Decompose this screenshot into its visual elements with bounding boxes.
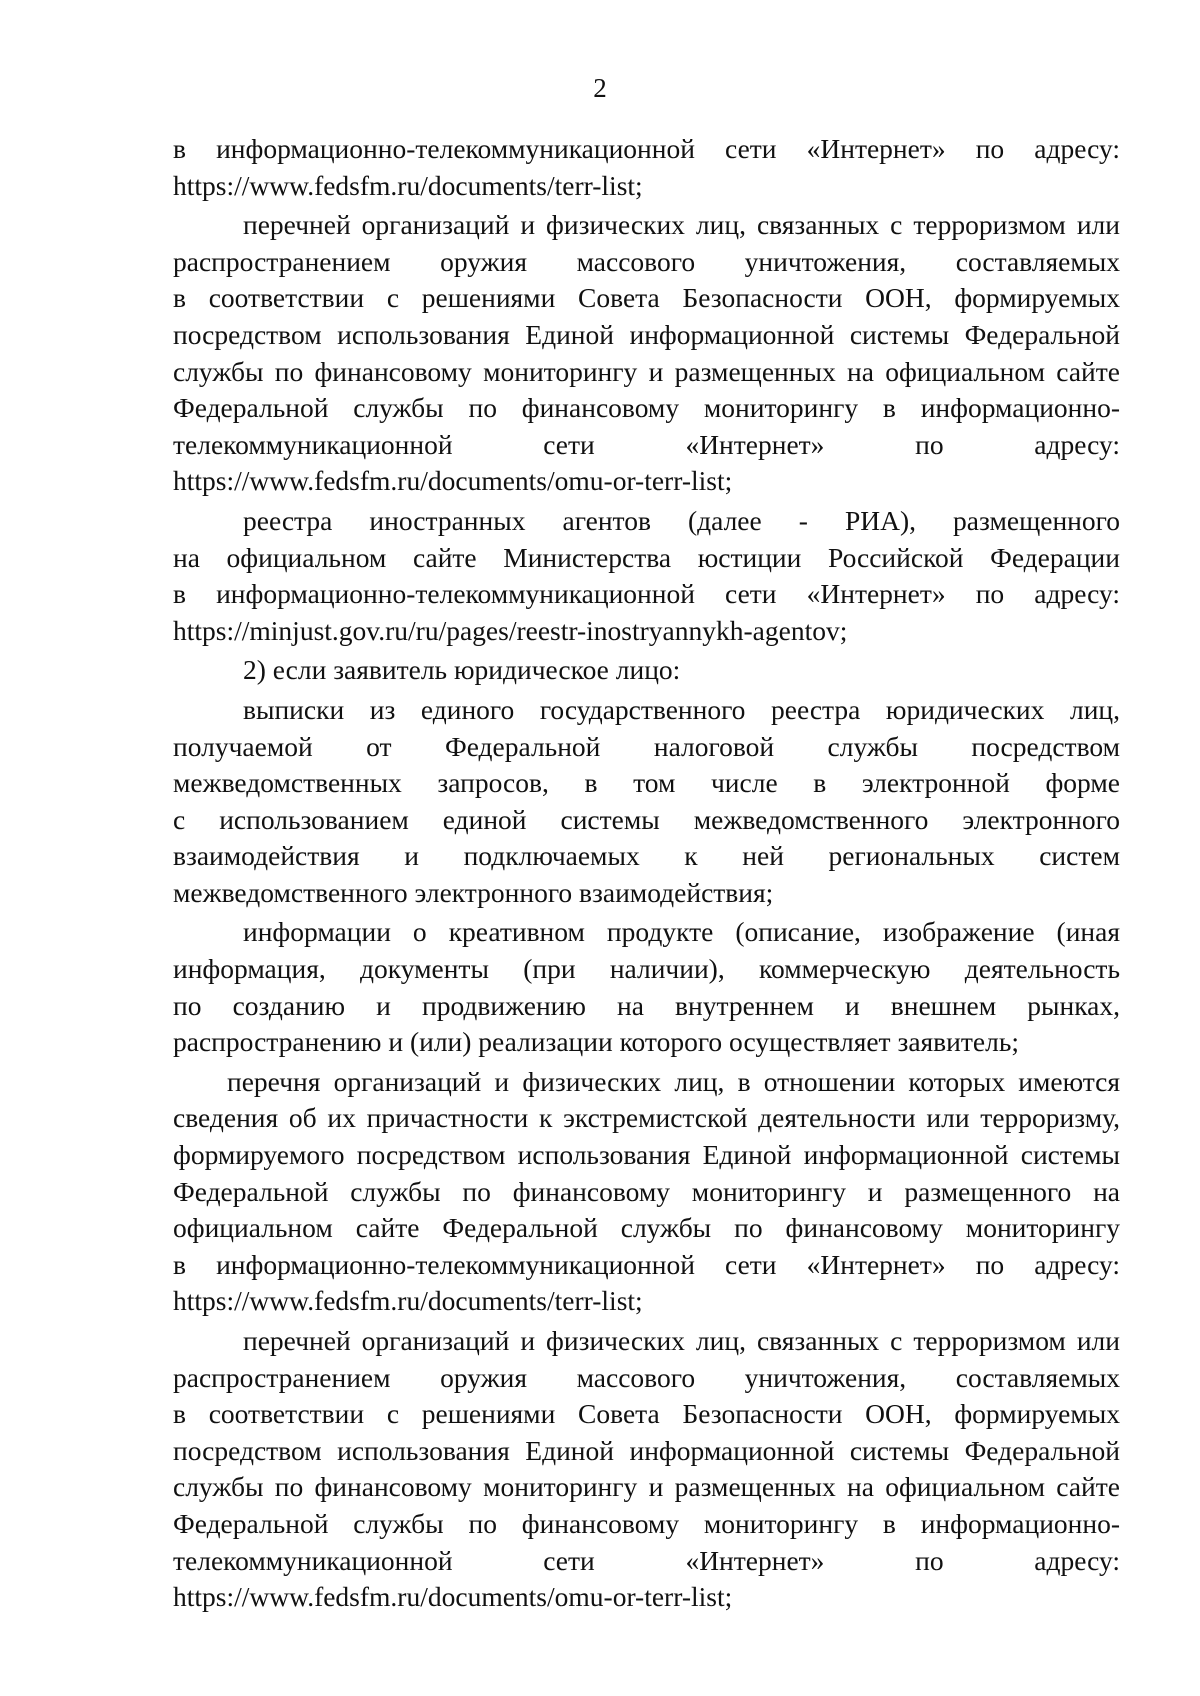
text-line: информация, документы (при наличии), коммерческую деятельность <box>173 953 1120 985</box>
text-line: перечней организаций и физических лиц, связанных с терроризмом или <box>243 1325 1120 1356</box>
text-line: телекоммуникационной сети «Интернет» по адресу: <box>173 428 1120 460</box>
text-line: выписки из единого государственного реестра юридических лиц, <box>243 693 1120 725</box>
text-line: в информационно-телекоммуникационной сети «Интернет» по адресу: <box>173 1248 1120 1280</box>
text-line: службы по финансовому мониторингу и размещенных на официальном сайте <box>173 1471 1120 1503</box>
text-line: https://www.fedsfm.ru/documents/terr-list; <box>173 169 643 201</box>
text-line: информации о креативном продукте (описание, изображение (иная <box>243 916 1120 948</box>
text-line: в информационно-телекоммуникационной сети «Интернет» по адресу: <box>173 578 1120 610</box>
text-line: с использованием единой системы межведомственного электронного <box>173 803 1120 835</box>
text-line: https://www.fedsfm.ru/documents/omu-or-terr-list; <box>173 465 733 497</box>
text-line: распространению и (или) реализации которого осуществляет заявитель; <box>173 1026 1020 1058</box>
text-line: официальном сайте Федеральной службы по финансовому мониторингу <box>173 1212 1120 1244</box>
text-line: получаемой от Федеральной налоговой службы посредством <box>173 730 1120 762</box>
text-line: распространением оружия массового уничтожения, составляемых <box>173 245 1120 277</box>
text-line: в информационно-телекоммуникационной сети «Интернет» по адресу: <box>173 133 1120 164</box>
text-line: взаимодействия и подключаемых к ней региональных систем <box>173 840 1120 872</box>
text-line: телекоммуникационной сети «Интернет» по адресу: <box>173 1544 1120 1576</box>
text-line: посредством использования Единой информационной системы Федеральной <box>173 1434 1120 1466</box>
text-line: https://www.fedsfm.ru/documents/omu-or-terr-list; <box>173 1581 733 1613</box>
text-line: службы по финансовому мониторингу и размещенных на официальном сайте <box>173 355 1120 387</box>
text-line: межведомственного электронного взаимодействия; <box>173 876 774 908</box>
text-line: Федеральной службы по финансовому мониторингу и размещенного на <box>173 1175 1120 1207</box>
text-line: реестра иностранных агентов (далее - РИА), размещенного <box>243 504 1120 536</box>
text-line: https://minjust.gov.ru/ru/pages/reestr-inostryannykh-agentov; <box>173 614 848 646</box>
text-line: формируемого посредством использования Единой информационной системы <box>173 1139 1120 1171</box>
text-line: распространением оружия массового уничтожения, составляемых <box>173 1361 1120 1393</box>
text-line: на официальном сайте Министерства юстиции Российской Федерации <box>173 541 1120 573</box>
text-line: посредством использования Единой информационной системы Федеральной <box>173 318 1120 350</box>
text-line: 2) если заявитель юридическое лицо: <box>243 654 681 686</box>
page-number: 2 <box>593 73 607 103</box>
text-line: https://www.fedsfm.ru/documents/terr-list; <box>173 1285 643 1317</box>
text-line: межведомственных запросов, в том числе в электронной форме <box>173 767 1120 799</box>
text-line: перечня организаций и физических лиц, в отношении которых имеются <box>227 1065 1120 1097</box>
text-line: в соответствии с решениями Совета Безопасности ООН, формируемых <box>173 1398 1120 1430</box>
text-line: сведения об их причастности к экстремистской деятельности или терроризму, <box>173 1102 1120 1134</box>
text-line: перечней организаций и физических лиц, связанных с терроризмом или <box>243 209 1120 241</box>
text-line: Федеральной службы по финансовому мониторингу в информационно- <box>173 1507 1120 1539</box>
text-line: Федеральной службы по финансовому мониторингу в информационно- <box>173 392 1120 424</box>
text-line: по созданию и продвижению на внутреннем и внешнем рынках, <box>173 989 1120 1021</box>
document-body <box>173 131 1120 1616</box>
text-line: в соответствии с решениями Совета Безопасности ООН, формируемых <box>173 282 1120 314</box>
